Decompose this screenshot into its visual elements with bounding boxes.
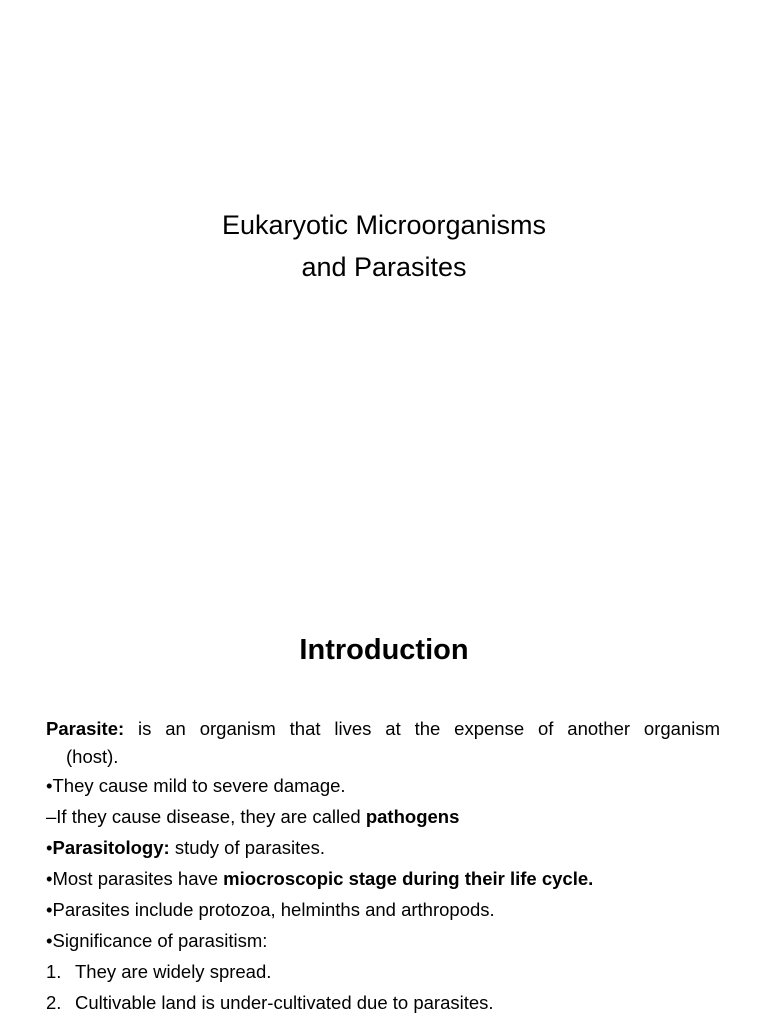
section-heading: Introduction [299,634,469,666]
slide-content [46,714,720,1018]
item-text: They are widely spread. [75,961,272,982]
bullet-line: •Parasitology: study of parasites. [46,837,325,858]
definition-continuation: (host). [66,746,119,767]
definition-term: Parasite: [46,718,125,739]
numbered-item [46,956,720,987]
slide-title [0,204,768,288]
bullet-line: •Parasites include protozoa, helminths and arthropods. [46,899,495,920]
item-text: Cultivable land is under-cultivated due to parasites. [75,992,494,1013]
item-number: 1. [46,961,62,982]
bullet-line: •They cause mild to severe damage. [46,775,346,796]
slide-title-line-2: and Parasites [301,252,467,282]
bullet-line: –If they cause disease, they are called pathogens [46,806,460,827]
numbered-item [46,987,720,1018]
definition-text: is an organism that lives at the expense of another organism [124,718,720,739]
bullet-line: •Most parasites have miocroscopic stage during their life cycle. [46,868,594,889]
bullet-line: •Significance of parasitism: [46,930,268,951]
slide-title-line-1: Eukaryotic Microorganisms [221,210,547,240]
item-number: 2. [46,992,62,1013]
parasite-definition [46,714,720,744]
